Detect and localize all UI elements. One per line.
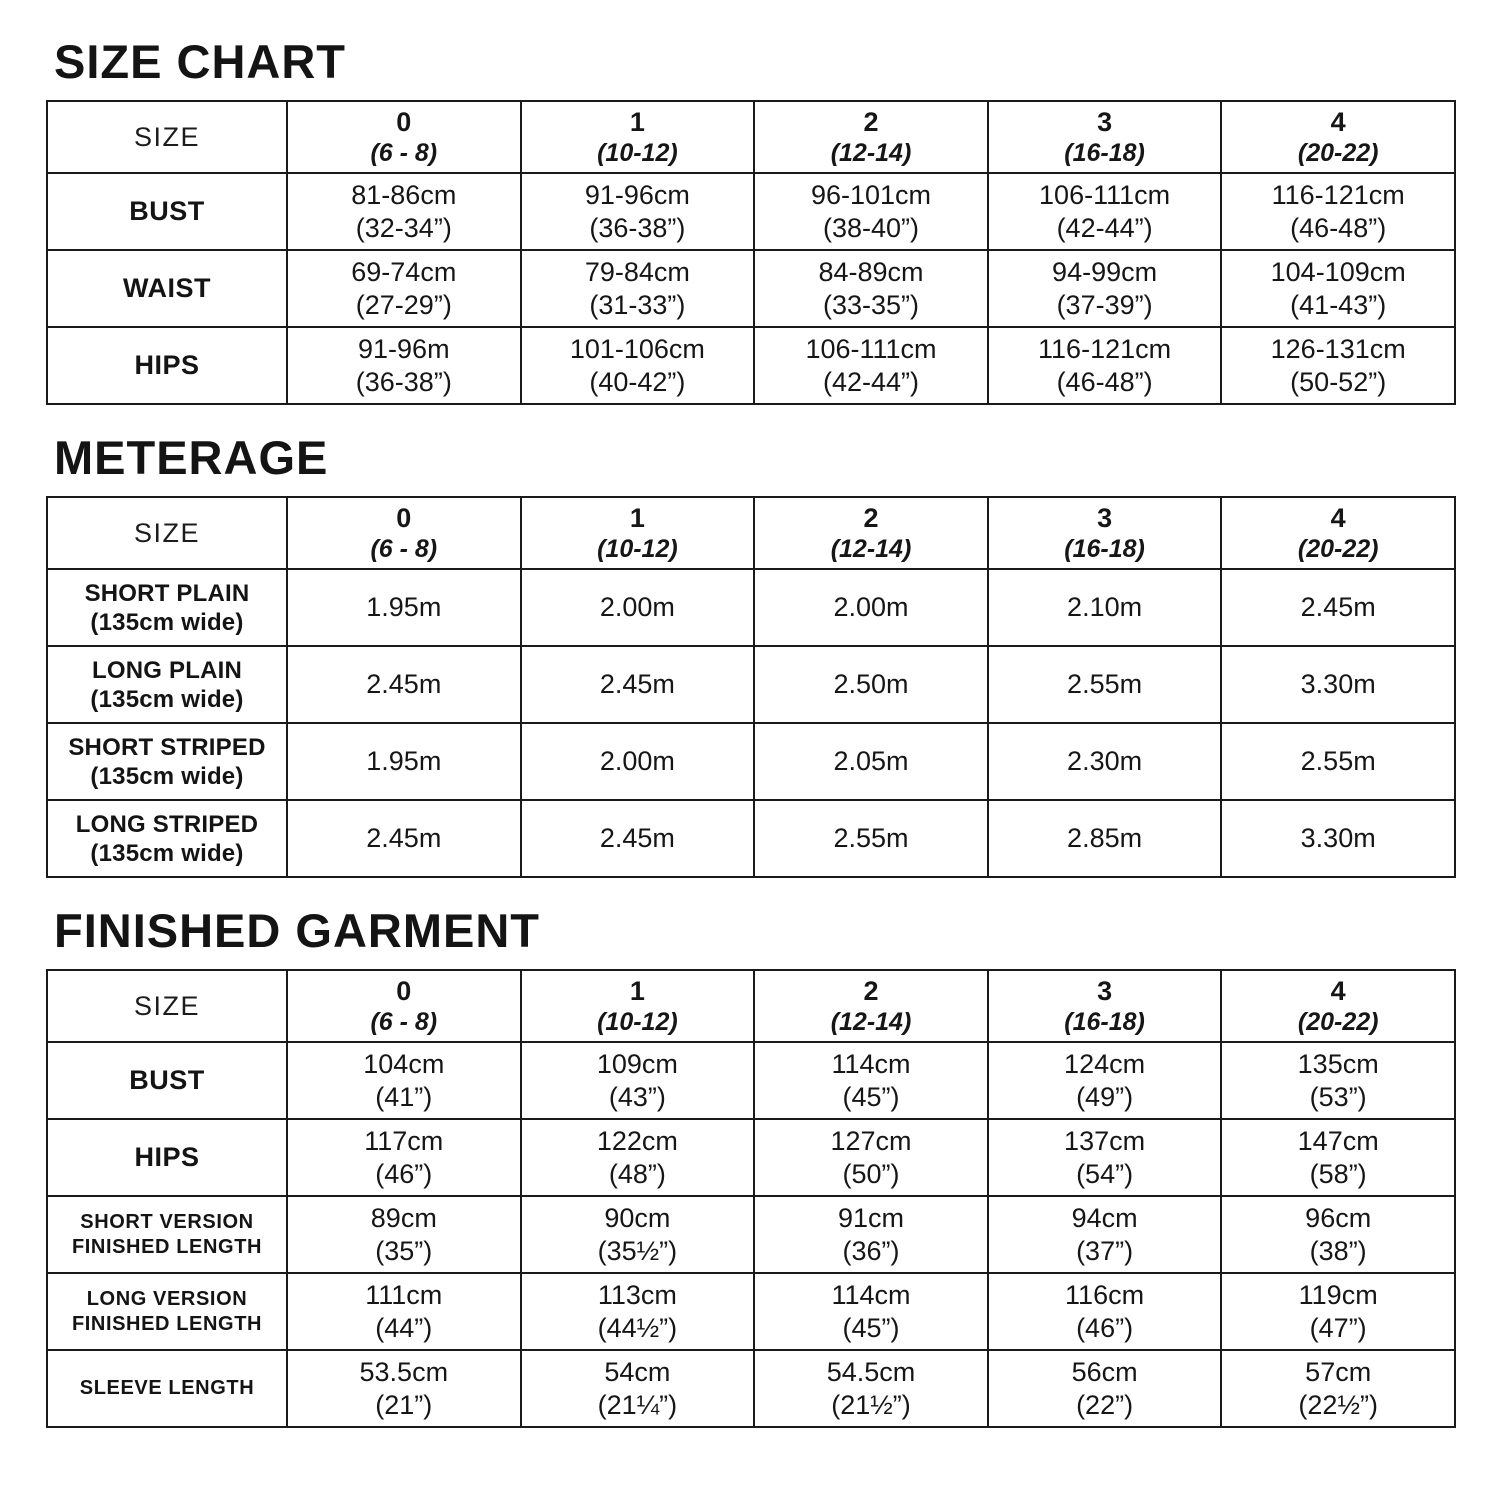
size-number: 0 (396, 503, 412, 533)
value-cell (1221, 1196, 1455, 1273)
value-line: 91-96cm (584, 179, 690, 210)
value-line: 119cm (1298, 1279, 1378, 1310)
row-label-line: FINISHED LENGTH (71, 1235, 263, 1258)
value-line: 2.00m (599, 592, 675, 622)
size-column-header (521, 497, 755, 569)
value-cell (287, 1273, 521, 1350)
value-cell (1221, 173, 1455, 250)
value-line: 84-89cm (818, 256, 924, 287)
measurement-row (47, 1350, 1455, 1427)
size-chart-title: SIZE CHART (54, 35, 346, 88)
value-line: (27-29”) (355, 289, 452, 320)
value-line: (31-33”) (589, 289, 686, 320)
size-range: (20-22) (1297, 1008, 1379, 1036)
measurement-row (47, 1273, 1455, 1350)
row-label-line: SHORT VERSION (80, 1210, 254, 1233)
value-line: (36-38”) (355, 366, 452, 397)
value-cell (521, 1350, 755, 1427)
value-line: (46-48”) (1056, 366, 1153, 397)
size-column-header (988, 497, 1222, 569)
size-number: 0 (396, 107, 412, 137)
value-line: 104-109cm (1270, 256, 1406, 287)
value-line: (44½”) (597, 1312, 678, 1343)
value-line: 3.30m (1300, 823, 1376, 853)
size-number: 1 (629, 976, 645, 1006)
row-label-line: SHORT PLAIN (84, 579, 250, 607)
row-label-line: (135cm wide) (90, 762, 244, 790)
size-column-header (988, 970, 1222, 1042)
value-cell (521, 569, 755, 646)
row-label (47, 800, 287, 877)
finished-garment-table (46, 969, 1456, 1428)
value-line: (33-35”) (822, 289, 919, 320)
size-number: 2 (863, 503, 879, 533)
size-column-header (287, 101, 521, 173)
value-line: 96cm (1305, 1202, 1372, 1233)
size-column-header (754, 101, 988, 173)
value-line: (43”) (608, 1081, 666, 1112)
size-number: 1 (629, 503, 645, 533)
row-label (47, 1196, 287, 1273)
value-line: 109cm (596, 1048, 678, 1079)
size-column-header (287, 497, 521, 569)
size-number: 3 (1097, 107, 1113, 137)
value-line: (38-40”) (822, 212, 919, 243)
value-line: (46”) (375, 1158, 433, 1189)
value-line: 2.55m (833, 823, 909, 853)
value-line: 2.45m (366, 823, 442, 853)
size-number: 2 (863, 107, 879, 137)
value-line: (36-38”) (589, 212, 686, 243)
value-line: 81-86cm (351, 179, 457, 210)
meterage-title: METERAGE (54, 431, 329, 484)
value-line: (41”) (375, 1081, 433, 1112)
size-range: (16-18) (1064, 139, 1145, 167)
value-line: (22½”) (1298, 1389, 1378, 1420)
value-cell (287, 327, 521, 404)
size-column-header (1221, 970, 1455, 1042)
value-line: 57cm (1305, 1356, 1372, 1387)
size-column-header (988, 101, 1222, 173)
value-cell (287, 569, 521, 646)
value-line: 2.45m (599, 669, 675, 699)
value-line: 94-99cm (1052, 256, 1158, 287)
value-line: (46”) (1076, 1312, 1134, 1343)
value-cell (1221, 646, 1455, 723)
value-cell (754, 646, 988, 723)
value-cell (1221, 250, 1455, 327)
value-line: (35½”) (597, 1235, 678, 1266)
value-line: (22”) (1076, 1389, 1134, 1420)
value-cell (521, 800, 755, 877)
value-line: (49”) (1076, 1081, 1134, 1112)
value-cell (988, 1273, 1222, 1350)
value-line: 1.95m (366, 746, 442, 776)
value-line: (54”) (1076, 1158, 1134, 1189)
value-cell (521, 1273, 755, 1350)
value-line: (37-39”) (1056, 289, 1153, 320)
value-line: (36”) (842, 1235, 900, 1266)
value-line: 2.00m (599, 746, 675, 776)
value-cell (988, 1119, 1222, 1196)
size-range: (12-14) (830, 139, 912, 167)
value-line: (48”) (608, 1158, 666, 1189)
value-line: 101-106cm (569, 333, 705, 364)
value-line: 2.45m (366, 669, 442, 699)
size-number: 2 (863, 976, 879, 1006)
value-cell (287, 800, 521, 877)
size-range: (10-12) (597, 139, 678, 167)
row-label-line: HIPS (134, 350, 200, 380)
value-line: 79-84cm (584, 256, 690, 287)
value-line: 2.00m (833, 592, 909, 622)
value-line: 90cm (604, 1202, 671, 1233)
measurement-row (47, 569, 1455, 646)
value-line: (50”) (842, 1158, 900, 1189)
value-cell (521, 327, 755, 404)
size-number: 4 (1330, 976, 1346, 1006)
value-cell (988, 173, 1222, 250)
value-cell (521, 250, 755, 327)
value-cell (988, 646, 1222, 723)
value-cell (287, 723, 521, 800)
value-line: (53”) (1309, 1081, 1367, 1112)
row-label-line: LONG STRIPED (75, 810, 259, 838)
value-cell (287, 1042, 521, 1119)
value-line: 3.30m (1300, 669, 1376, 699)
value-line: 2.50m (833, 669, 909, 699)
value-line: 126-131cm (1270, 333, 1406, 364)
size-range: (20-22) (1297, 535, 1379, 563)
value-cell (521, 1042, 755, 1119)
value-line: 53.5cm (359, 1356, 449, 1387)
value-cell (988, 327, 1222, 404)
value-cell (287, 1196, 521, 1273)
value-line: 91cm (837, 1202, 904, 1233)
finished-garment-section (46, 905, 1456, 1428)
size-corner-label: SIZE (47, 101, 287, 173)
value-cell (988, 1042, 1222, 1119)
value-cell (1221, 569, 1455, 646)
value-line: 117cm (364, 1125, 444, 1156)
value-cell (1221, 327, 1455, 404)
value-line: (21”) (375, 1389, 433, 1420)
row-label (47, 646, 287, 723)
value-line: 54cm (604, 1356, 671, 1387)
value-line: 94cm (1071, 1202, 1138, 1233)
row-label (47, 1042, 287, 1119)
value-cell (287, 1119, 521, 1196)
value-line: 2.10m (1067, 592, 1143, 622)
value-cell (1221, 1119, 1455, 1196)
value-line: (45”) (842, 1312, 900, 1343)
value-cell (521, 173, 755, 250)
value-line: 127cm (830, 1125, 912, 1156)
size-range: (12-14) (830, 535, 912, 563)
value-line: (38”) (1309, 1235, 1367, 1266)
value-cell (287, 646, 521, 723)
value-line: 2.85m (1067, 823, 1143, 853)
value-line: (50-52”) (1290, 366, 1387, 397)
measurement-row (47, 1042, 1455, 1119)
value-line: 56cm (1071, 1356, 1138, 1387)
value-cell (988, 723, 1222, 800)
value-line: 111cm (365, 1279, 443, 1310)
row-label-line: (135cm wide) (90, 839, 244, 867)
value-line: (45”) (842, 1081, 900, 1112)
row-label (47, 1350, 287, 1427)
value-line: 116cm (1065, 1279, 1145, 1310)
size-column-header (1221, 101, 1455, 173)
value-cell (1221, 1273, 1455, 1350)
value-cell (287, 250, 521, 327)
size-range: (16-18) (1064, 535, 1145, 563)
value-cell (988, 1350, 1222, 1427)
size-number: 3 (1097, 976, 1113, 1006)
value-line: 116-121cm (1271, 179, 1405, 210)
measurement-row (47, 723, 1455, 800)
row-label-line: LONG VERSION (86, 1287, 248, 1310)
value-cell (287, 1350, 521, 1427)
value-line: 2.05m (833, 746, 909, 776)
size-header-row (47, 101, 1455, 173)
measurement-row (47, 250, 1455, 327)
row-label-line: SHORT STRIPED (68, 733, 266, 761)
value-cell (754, 723, 988, 800)
value-line: (42-44”) (1056, 212, 1153, 243)
size-chart-section (46, 36, 1456, 405)
value-line: 2.55m (1300, 746, 1376, 776)
value-line: 2.30m (1067, 746, 1143, 776)
value-line: 106-111cm (805, 333, 937, 364)
value-line: (44”) (375, 1312, 433, 1343)
value-line: 114cm (831, 1279, 911, 1310)
size-corner-label: SIZE (47, 497, 287, 569)
size-number: 1 (629, 107, 645, 137)
value-cell (988, 250, 1222, 327)
row-label-line: LONG PLAIN (92, 656, 242, 684)
value-line: 96-101cm (810, 179, 932, 210)
value-cell (521, 1119, 755, 1196)
row-label-line: BUST (129, 196, 205, 226)
value-cell (754, 1350, 988, 1427)
size-column-header (521, 101, 755, 173)
value-line: 89cm (370, 1202, 437, 1233)
value-line: 137cm (1064, 1125, 1146, 1156)
size-range: (6 - 8) (370, 1008, 438, 1036)
row-label (47, 723, 287, 800)
size-header-row (47, 497, 1455, 569)
value-line: 114cm (831, 1048, 911, 1079)
row-label (47, 327, 287, 404)
row-label (47, 1119, 287, 1196)
row-label (47, 1273, 287, 1350)
row-label-line: HIPS (134, 1142, 200, 1172)
size-column-header (521, 970, 755, 1042)
size-header-row (47, 970, 1455, 1042)
row-label-line: BUST (129, 1065, 205, 1095)
value-line: (40-42”) (589, 366, 686, 397)
value-line: 1.95m (366, 592, 442, 622)
value-line: 69-74cm (351, 256, 457, 287)
size-number: 4 (1330, 503, 1346, 533)
value-line: 91-96m (358, 333, 450, 364)
row-label (47, 569, 287, 646)
value-cell (1221, 1350, 1455, 1427)
value-cell (754, 569, 988, 646)
value-cell (754, 800, 988, 877)
value-cell (754, 1119, 988, 1196)
size-range: (10-12) (597, 1008, 678, 1036)
measurement-row (47, 1196, 1455, 1273)
finished-garment-title: FINISHED GARMENT (54, 904, 540, 957)
size-range: (10-12) (597, 535, 678, 563)
value-line: (35”) (375, 1235, 433, 1266)
size-range: (16-18) (1064, 1008, 1145, 1036)
value-line: 2.45m (599, 823, 675, 853)
meterage-table (46, 496, 1456, 878)
row-label-line: FINISHED LENGTH (71, 1312, 263, 1335)
value-cell (1221, 800, 1455, 877)
value-cell (754, 250, 988, 327)
value-line: 124cm (1064, 1048, 1146, 1079)
value-line: 2.55m (1067, 669, 1143, 699)
size-range: (20-22) (1297, 139, 1379, 167)
value-line: 122cm (596, 1125, 678, 1156)
size-range: (12-14) (830, 1008, 912, 1036)
measurement-row (47, 800, 1455, 877)
value-line: (41-43”) (1290, 289, 1387, 320)
value-line: (21¼”) (597, 1389, 678, 1420)
size-corner-label: SIZE (47, 970, 287, 1042)
value-cell (521, 723, 755, 800)
size-column-header (1221, 497, 1455, 569)
value-cell (754, 1273, 988, 1350)
value-cell (1221, 723, 1455, 800)
value-cell (521, 1196, 755, 1273)
value-line: 104cm (363, 1048, 445, 1079)
row-label (47, 173, 287, 250)
value-line: (58”) (1309, 1158, 1367, 1189)
value-line: (47”) (1309, 1312, 1367, 1343)
value-cell (1221, 1042, 1455, 1119)
measurement-row (47, 646, 1455, 723)
value-line: (42-44”) (822, 366, 919, 397)
value-cell (988, 1196, 1222, 1273)
value-line: (46-48”) (1290, 212, 1387, 243)
size-column-header (754, 970, 988, 1042)
value-cell (754, 1196, 988, 1273)
size-column-header (287, 970, 521, 1042)
size-number: 3 (1097, 503, 1113, 533)
size-number: 4 (1330, 107, 1346, 137)
value-line: 106-111cm (1039, 179, 1171, 210)
value-line: (37”) (1076, 1235, 1134, 1266)
measurement-row (47, 1119, 1455, 1196)
value-line: 2.45m (1300, 592, 1376, 622)
value-line: (32-34”) (355, 212, 452, 243)
value-cell (988, 800, 1222, 877)
value-line: (21½”) (831, 1389, 911, 1420)
meterage-section (46, 432, 1456, 878)
row-label-line: SLEEVE LENGTH (79, 1377, 255, 1399)
value-line: 54.5cm (826, 1356, 916, 1387)
value-line: 113cm (597, 1279, 677, 1310)
row-label-line: (135cm wide) (90, 685, 244, 713)
value-cell (754, 327, 988, 404)
value-cell (754, 173, 988, 250)
size-range: (6 - 8) (370, 535, 438, 563)
value-cell (988, 569, 1222, 646)
value-line: 135cm (1297, 1048, 1379, 1079)
row-label (47, 250, 287, 327)
value-line: 147cm (1297, 1125, 1379, 1156)
value-line: 116-121cm (1038, 333, 1172, 364)
value-cell (754, 1042, 988, 1119)
value-cell (521, 646, 755, 723)
measurement-row (47, 173, 1455, 250)
value-cell (287, 173, 521, 250)
row-label-line: WAIST (123, 273, 211, 303)
row-label-line: (135cm wide) (90, 608, 244, 636)
size-number: 0 (396, 976, 412, 1006)
size-range: (6 - 8) (370, 139, 438, 167)
size-chart-table (46, 100, 1456, 405)
measurement-row (47, 327, 1455, 404)
size-column-header (754, 497, 988, 569)
